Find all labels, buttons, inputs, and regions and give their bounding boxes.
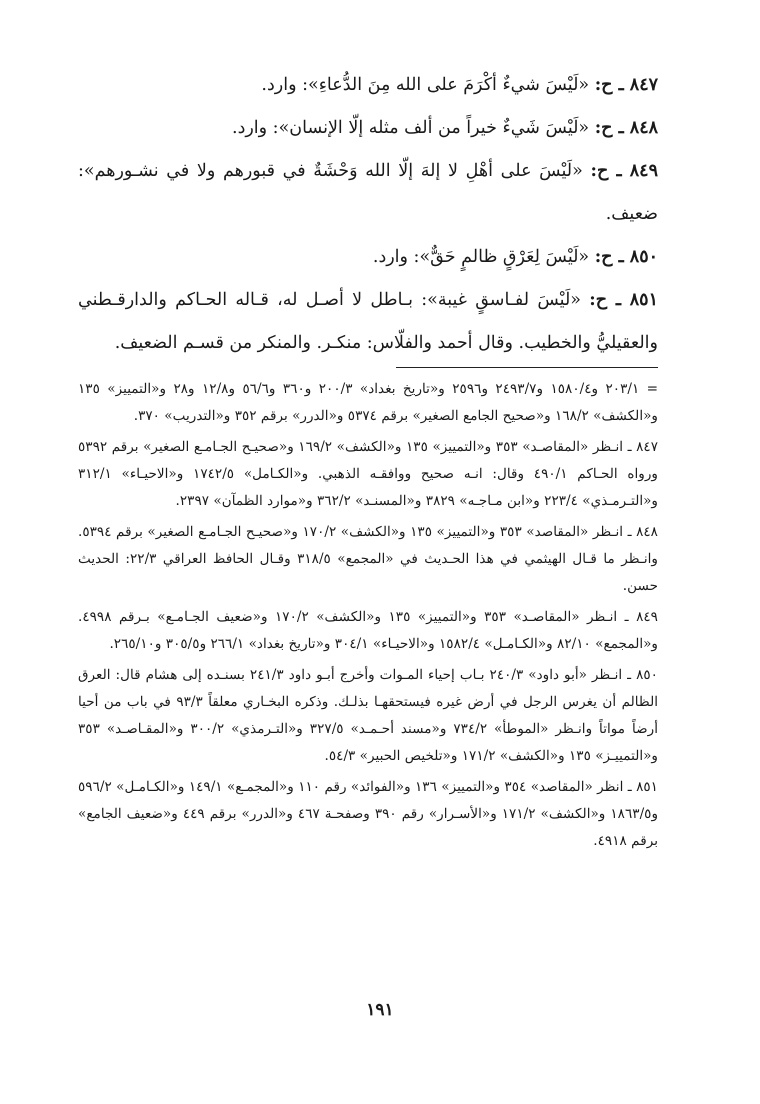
footnote-continued: = ٢٠٣/١ و١٥٨٠/٤ و٢٤٩٣/٧ و٢٥٩٦ و«تاريخ بغداد» ٢٠٠/٣ و٣٦٠ و٥٦/٦ و١٢/٨ و٢٨ و«التمييز» ١٣٥ و«الكشف» ١٦٨/٢ و«صحيح الجامع الصغير» برقم ٥٣٧٤ و«الدرر» برقم ٣٥٢ و«التدريب» ٣٧٠. <box>78 381 659 424</box>
footnote-850: ٨٥٠ ـ انـظر «أبو داود» ٢٤٠/٣ بـاب إحياء المـوات وأخرج أبـو داود ٢٤١/٣ بسنـده إلى هشام قال: العرق الظالم أن يغرس الرجل في أرض غيره فيستحقهـا بذلـك. وذكره البخـاري معلقاً ٩٣/٣ في باب من أحيا أرضاً مواتاً وانـظر «الموطأ» ٧٣٤/٢ و«مسند أحـمـد» ٣٢٧/٥ و«التـرمذي» ٣٠٠/٢ و«المقـاصـد» ٣٥٣ و«التمييـز» ١٣٥ و«الكشف» ١٧١/٢ و«تلخيص الحبير» ٥٤/٣. <box>78 667 659 764</box>
footnote-849: ٨٤٩ ـ انـظر «المقاصـد» ٣٥٣ و«التمييز» ١٣٥ و«الكشف» ١٧٠/٢ و«ضعيف الجـامـع» بـرقم ٤٩٩٨. و«المجمع» ٨٢/١٠ و«الكـامـل» ١٥٨٢/٤ و«الاحيـاء» ٣٠٤/١ و«تاريخ بغداد» ٢٦٦/١ و٣٠٥/٥ و٢٦٥/١٠. <box>78 609 658 652</box>
entry-text: «لَيْسَ لِعَرْقٍ ظالمٍ حَقٌّ»: وارد. <box>372 247 590 267</box>
footnote-851: ٨٥١ ـ انظر «المقاصد» ٣٥٤ و«التمييز» ١٣٦ و«الفوائد» رقم ١١٠ و«المجمـع» ١٤٩/١ و«الكـامـل» ٥٩٦/٢ و١٨٦٣/٥ و«الكشف» ١٧١/٢ و«الأسـرار» رقم ٣٩٠ وصفحـة ٤٦٧ و«الدرر» برقم ٤٤٩ و«ضعيف الجامع» برقم ٤٩١٨. <box>78 779 659 849</box>
hadith-entry-848 <box>78 107 658 150</box>
hadith-entry-850 <box>78 236 658 279</box>
entry-number: ٨٥٠ ـ ح: <box>594 247 658 267</box>
entry-text: «لَيْسَ على أهْلِ لا إلهَ إلّا الله وَحْشَةٌ في قبورهم ولا في نشـورهم»: ضعيف. <box>78 161 658 224</box>
entry-number: ٨٥١ ـ ح: <box>589 290 658 310</box>
entry-number: ٨٤٨ ـ ح: <box>594 118 658 138</box>
hadith-entry-847 <box>78 64 658 107</box>
entry-text: «لَيْسَ شَيءٌ خيراً من ألف مثله إلّا الإنسان»: وارد. <box>232 118 590 138</box>
footnotes <box>78 376 658 855</box>
entry-text: «لَيْسَ شيءٌ أكْرَمَ على الله مِنَ الدُّعاءِ»: وارد. <box>261 75 590 95</box>
hadith-entries <box>78 64 658 365</box>
entry-number: ٨٤٧ ـ ح: <box>594 75 658 95</box>
page-number: ١٩١ <box>366 1000 394 1020</box>
footnote-848: ٨٤٨ ـ انـظر «المقاصد» ٣٥٣ و«التمييز» ١٣٥ و«الكشف» ١٧٠/٢ و«صحيـح الجـامـع الصغير» برقم ٥٣٩٤. وانـظر ما قـال الهيثمي في هذا الحـديث في «المجمع» ٣١٨/٥ وقـال الحافظ العراقي ٢٢/٣: الحديث حسن. <box>78 524 658 594</box>
entry-text: «لَيْسَ لفـاسقٍ غيبة»: بـاطل لا أصـل له، قـاله الحـاكم والدارقـطني والعقيليُّ والخطيب. وقال أحمد والفلّاس: منكـر. والمنكر من قسـم الضعيف. <box>78 290 658 353</box>
footnote-847: ٨٤٧ ـ انـظر «المقاصـد» ٣٥٣ و«التمييز» ١٣٥ و«الكشف» ١٦٩/٢ و«صحيـح الجـامـع الصغير» برقم ٥٣٩٢ ورواه الحـاكم ٤٩٠/١ وقال: انـه صحيح ووافقـه الذهبي. و«الكـامل» ١٧٤٢/٥ و«الاحيـاء» ٣١٢/١ و«التـرمـذي» ٢٢٣/٤ و«ابن مـاجـه» ٣٨٢٩ و«المسنـد» ٣٦٢/٢ و«موارد الظمآن» ٢٣٩٧. <box>78 439 658 509</box>
hadith-entry-851 <box>78 279 658 365</box>
book-page <box>78 64 658 859</box>
entry-number: ٨٤٩ ـ ح: <box>590 161 658 181</box>
hadith-entry-849 <box>78 150 658 236</box>
footnote-divider <box>396 367 658 368</box>
